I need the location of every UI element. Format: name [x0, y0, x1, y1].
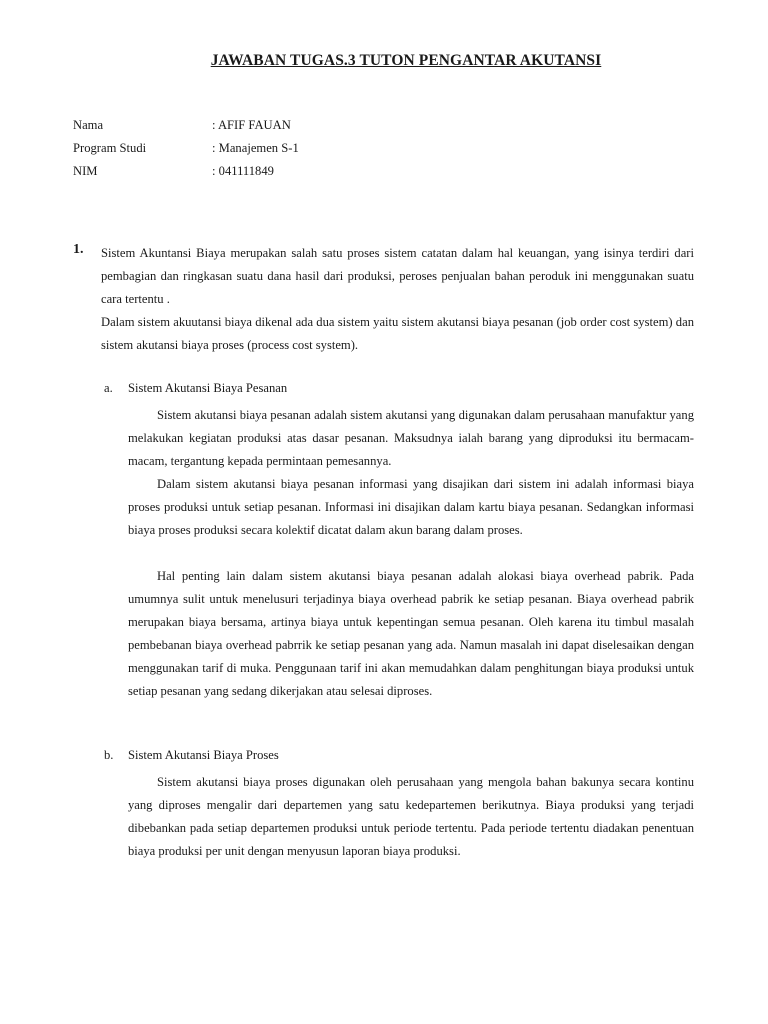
student-info	[73, 116, 473, 185]
info-label: NIM	[73, 164, 98, 178]
info-label: Nama	[73, 118, 104, 132]
info-row-program	[73, 139, 473, 162]
section-b-heading: Sistem Akutansi Biaya Proses	[128, 748, 279, 762]
document-title: JAWABAN TUGAS.3 TUTON PENGANTAR AKUTANSI	[210, 52, 602, 69]
section-a-paragraph-1: Sistem akutansi biaya pesanan adalah sistem akutansi yang digunakan dalam perusahaan manufaktur yang melakukan kegiatan produksi atas dasar pesanan. Maksudnya ialah barang yang diproduksi itu bermacam-macam, tergantung kepada permintaan pemesannya.	[128, 408, 694, 468]
info-row-nim	[73, 162, 473, 185]
section-b-marker: b.	[104, 748, 114, 762]
info-value: : 041111849	[212, 164, 274, 178]
section-a-paragraph-2: Dalam sistem akutansi biaya pesanan informasi yang disajikan dari sistem ini adalah informasi biaya proses produksi untuk setiap pesanan. Informasi ini disajikan dalam kartu biaya pesanan. Sedangkan informasi biaya proses produksi secara kolektif dicatat dalam akun barang dalam proses.	[128, 477, 694, 537]
info-value: : AFIF FAUAN	[212, 118, 291, 132]
answer-1-paragraph-1: Sistem Akuntansi Biaya merupakan salah satu proses sistem catatan dalam hal keuangan, yang isinya terdiri dari pembagian dan ringkasan suatu dana hasil dari produksi, peroses penjualan bahan peroduk ini menggunakan suatu cara tertentu .	[101, 246, 694, 306]
answer-number: 1.	[73, 242, 84, 257]
section-a-heading: Sistem Akutansi Biaya Pesanan	[128, 381, 288, 395]
info-value: : Manajemen S-1	[212, 141, 299, 155]
section-b-paragraph-1: Sistem akutansi biaya proses digunakan oleh perusahaan yang mengola bahan bakunya secara kontinu yang diproses mengalir dari departemen yang satu kedepartemen berikutnya. Biaya produksi yang terjadi dibebankan pada setiap departemen produksi untuk periode tertentu. Pada periode tertentu diadakan penentuan biaya produksi per unit dengan menyusun laporan biaya produksi.	[128, 775, 694, 858]
section-a-paragraph-3: Hal penting lain dalam sistem akutansi biaya pesanan adalah alokasi biaya overhead pabrik. Pada umumnya sulit untuk menelusuri terjadinya biaya overhead pabrik ke setiap pesanan. Biaya overhead pabrik merupakan biaya bersama, artinya biaya untuk kepentingan semua pesanan. Oleh karena itu timbul masalah pembebanan biaya overhead pabrrik ke setiap pesanan yang ada. Namun masalah ini dapat diselesaikan dengan menggunakan tarif di muka. Penggunaan tarif ini akan memudahkan dalam penghitungan biaya produksi untuk setiap pesanan yang sedang dikerjakan atau selesai diproses.	[128, 569, 694, 698]
info-row-name	[73, 116, 473, 139]
info-label: Program Studi	[73, 141, 147, 155]
answer-1-paragraph-2: Dalam sistem akuutansi biaya dikenal ada dua sistem yaitu sistem akutansi biaya pesanan (job order cost system) dan sistem akutansi biaya proses (process cost system).	[101, 315, 694, 352]
section-a-marker: a.	[104, 381, 113, 395]
